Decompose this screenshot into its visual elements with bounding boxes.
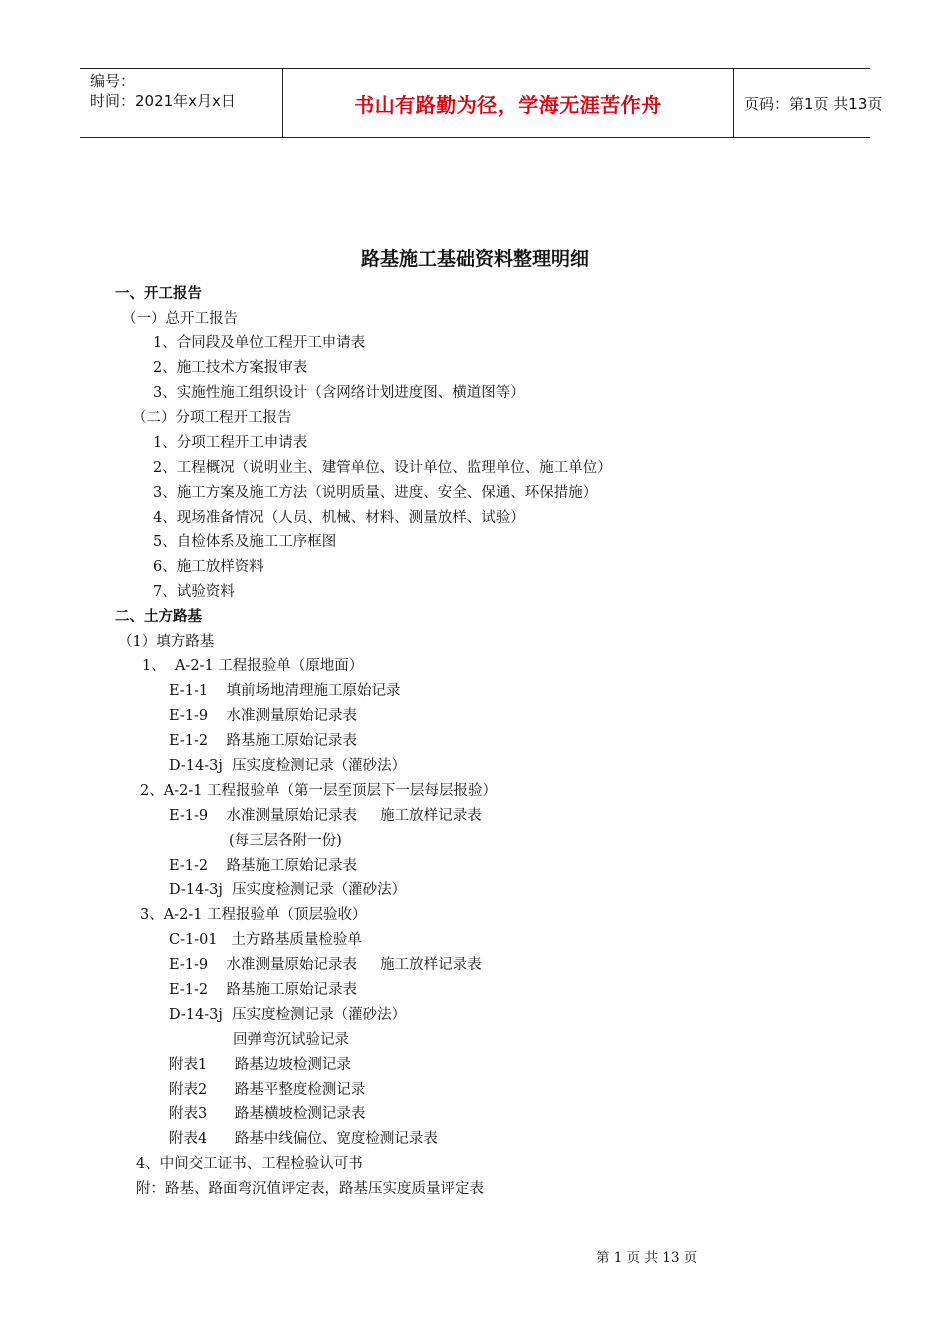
attachment-note: 附：路基、路面弯沉值评定表，路基压实度质量评定表 <box>136 1181 484 1197</box>
list-item: 6、施工放样资料 <box>153 559 264 575</box>
list-item: 7、试验资料 <box>153 584 235 600</box>
serial-number-label: 编号： <box>90 72 136 90</box>
page-footer: 第 1 页 共 13 页 <box>596 1250 698 1266</box>
list-item: 2、施工技术方案报审表 <box>153 360 308 376</box>
list-item: 3、实施性施工组织设计（含网络计划进度图、横道图等） <box>153 385 525 401</box>
list-item: 2、工程概况（说明业主、建管单位、设计单位、监理单位、施工单位） <box>153 460 612 476</box>
record-item: D-14-3j 压实度检测记录（灌砂法） <box>169 758 407 774</box>
appendix-item: 附表4 路基中线偏位、宽度检测记录表 <box>169 1131 438 1147</box>
list-item: 1、合同段及单位工程开工申请表 <box>153 335 366 351</box>
header-motto: 书山有路勤为径，学海无涯苦作舟 <box>282 69 734 137</box>
time-label: 时间：2021年x月x日 <box>90 92 236 110</box>
record-item: D-14-3j 压实度检测记录（灌砂法） <box>169 1007 407 1023</box>
subsection-heading: （一）总开工报告 <box>122 311 238 327</box>
record-item: E-1-9 水准测量原始记录表 施工放样记录表 <box>169 957 482 973</box>
appendix-item: 附表2 路基平整度检测记录 <box>169 1082 366 1098</box>
record-item: E-1-2 路基施工原始记录表 <box>169 858 358 874</box>
list-item: 4、现场准备情况（人员、机械、材料、测量放样、试验） <box>153 510 525 526</box>
subsection-heading: （1）填方路基 <box>118 634 215 650</box>
record-item: E-1-1 填前场地清理施工原始记录 <box>169 683 401 699</box>
list-item: 3、施工方案及施工方法（说明质量、进度、安全、保通、环保措施） <box>153 485 598 501</box>
header-meta-cell <box>80 69 282 137</box>
record-item: C-1-01 土方路基质量检验单 <box>169 932 362 948</box>
document-title: 路基施工基础资料整理明细 <box>360 248 589 270</box>
record-note: 回弹弯沉试验记录 <box>233 1032 349 1048</box>
list-item: 4、中间交工证书、工程检验认可书 <box>136 1156 363 1172</box>
appendix-item: 附表1 路基边坡检测记录 <box>169 1057 351 1073</box>
list-item: 2、A-2-1 工程报验单（第一层至顶层下一层每层报验） <box>140 783 498 799</box>
list-item: 1、分项工程开工申请表 <box>153 435 308 451</box>
appendix-item: 附表3 路基横坡检测记录表 <box>169 1106 366 1122</box>
list-item: 5、自检体系及施工工序框图 <box>153 534 337 550</box>
section-heading: 一、开工报告 <box>115 286 202 302</box>
list-item: 3、A-2-1 工程报验单（顶层验收） <box>140 907 367 923</box>
subsection-heading: （二）分项工程开工报告 <box>132 410 292 426</box>
list-item: 1、 A-2-1 工程报验单（原地面） <box>142 658 364 674</box>
record-item: E-1-9 水准测量原始记录表 施工放样记录表 <box>169 808 482 824</box>
document-header <box>80 68 883 138</box>
record-item: E-1-9 水准测量原始记录表 <box>169 708 358 724</box>
record-note: (每三层各附一份) <box>229 833 342 849</box>
record-item: D-14-3j 压实度检测记录（灌砂法） <box>169 882 407 898</box>
record-item: E-1-2 路基施工原始记录表 <box>169 733 358 749</box>
header-page-info: 页码：第1页 共13页 <box>744 94 883 113</box>
section-heading: 二、土方路基 <box>115 609 202 625</box>
record-item: E-1-2 路基施工原始记录表 <box>169 982 358 998</box>
